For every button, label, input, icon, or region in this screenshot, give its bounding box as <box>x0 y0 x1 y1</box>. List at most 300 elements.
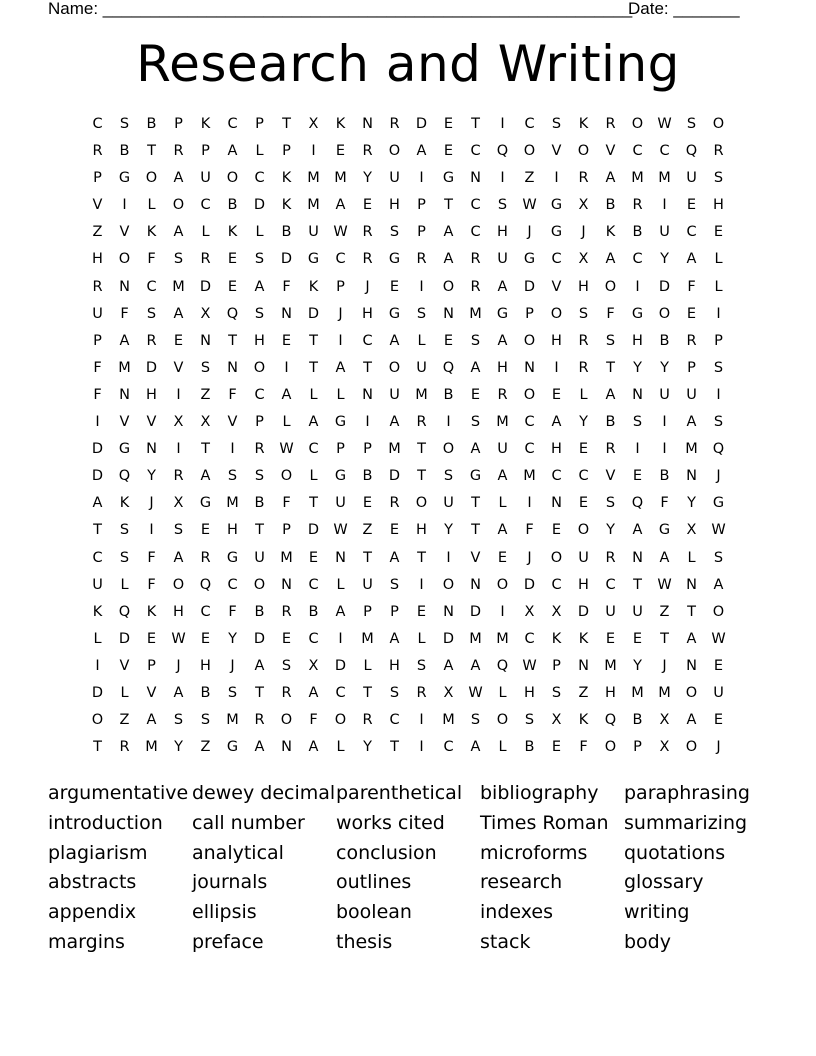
grid-letter: P <box>363 603 372 620</box>
grid-letter: Q <box>685 143 698 160</box>
grid-letter: E <box>551 739 562 756</box>
grid-letter: W <box>333 522 348 539</box>
grid-letter: H <box>578 576 589 593</box>
grid-letter: T <box>363 359 372 376</box>
grid-letter: G <box>658 522 671 539</box>
grid-letter: K <box>281 197 292 214</box>
grid-letter: K <box>119 495 130 512</box>
grid-letter: E <box>362 197 373 214</box>
grid-letter: L <box>282 414 291 431</box>
word-bank-item: paraphrasing <box>624 782 750 804</box>
word-bank-item: indexes <box>480 901 553 924</box>
grid-letter: V <box>173 359 184 376</box>
grid-letter: R <box>254 441 265 458</box>
grid-letter: K <box>578 712 589 729</box>
grid-letter: I <box>338 332 343 349</box>
grid-letter: M <box>496 414 509 431</box>
grid-letter: T <box>390 739 399 756</box>
grid-letter: H <box>92 251 103 268</box>
grid-letter: N <box>551 495 562 512</box>
grid-letter: M <box>442 712 455 729</box>
grid-letter: C <box>227 116 238 132</box>
grid-letter: Z <box>362 522 373 539</box>
grid-letter: D <box>658 278 671 295</box>
grid-letter: N <box>686 657 697 674</box>
grid-letter: W <box>522 657 537 674</box>
grid-letter: E <box>362 495 373 512</box>
grid-letter: M <box>523 468 536 485</box>
word-bank-item: abstracts <box>48 871 137 894</box>
grid-letter: I <box>716 386 721 403</box>
grid-row <box>84 274 732 301</box>
grid-letter: Y <box>147 468 156 485</box>
grid-letter: R <box>470 251 481 268</box>
grid-letter: C <box>470 224 481 241</box>
grid-letter: S <box>578 305 589 322</box>
grid-letter: M <box>685 441 698 458</box>
grid-letter: C <box>308 576 319 593</box>
grid-letter: A <box>92 495 103 512</box>
grid-letter: B <box>308 603 319 620</box>
grid-letter: B <box>605 197 616 214</box>
grid-letter: A <box>173 305 184 322</box>
grid-letter: X <box>578 197 589 214</box>
grid-letter: U <box>92 576 103 593</box>
grid-letter: R <box>578 170 589 187</box>
grid-letter: I <box>500 170 505 187</box>
grid-letter: T <box>660 630 669 647</box>
grid-letter: S <box>632 414 643 431</box>
grid-letter: V <box>92 197 103 214</box>
grid-letter: T <box>309 495 318 512</box>
grid-row <box>84 138 732 165</box>
grid-letter: V <box>119 224 130 241</box>
grid-letter: A <box>470 739 481 756</box>
grid-letter: E <box>281 630 292 647</box>
grid-letter: Q <box>442 359 455 376</box>
word-bank-item: Times Roman <box>480 811 609 834</box>
grid-letter: L <box>336 386 345 403</box>
grid-letter: A <box>605 170 616 187</box>
grid-letter: W <box>522 197 537 214</box>
grid-letter: D <box>334 657 347 674</box>
grid-letter: M <box>145 739 158 756</box>
grid-letter: O <box>496 712 509 729</box>
grid-letter: S <box>551 116 562 132</box>
grid-letter: Y <box>579 414 588 431</box>
grid-letter: M <box>631 684 644 701</box>
grid-letter: T <box>309 332 318 349</box>
grid-letter: S <box>200 712 211 729</box>
grid-letter: B <box>659 468 670 485</box>
grid-letter: Q <box>226 305 239 322</box>
grid-letter: G <box>550 197 563 214</box>
grid-letter: I <box>95 657 100 674</box>
grid-letter: O <box>631 116 644 132</box>
grid-letter: E <box>632 468 643 485</box>
grid-letter: P <box>93 170 102 187</box>
grid-letter: R <box>173 468 184 485</box>
grid-letter: T <box>417 441 426 458</box>
grid-letter: B <box>605 414 616 431</box>
grid-letter: D <box>307 305 320 322</box>
grid-letter: W <box>333 224 348 241</box>
grid-letter: X <box>659 739 670 756</box>
grid-letter: S <box>686 116 697 132</box>
grid-letter: N <box>686 468 697 485</box>
grid-letter: C <box>146 278 157 295</box>
grid-letter: B <box>524 739 535 756</box>
grid-letter: X <box>686 522 697 539</box>
grid-letter: L <box>201 224 210 241</box>
word-bank-column <box>480 779 624 958</box>
grid-letter: A <box>389 414 400 431</box>
grid-letter: O <box>415 495 428 512</box>
grid-letter: T <box>255 522 264 539</box>
grid-letter: I <box>122 197 127 214</box>
grid-letter: Y <box>633 657 642 674</box>
grid-letter: V <box>551 278 562 295</box>
grid-letter: D <box>91 441 104 458</box>
grid-letter: T <box>93 522 102 539</box>
grid-letter: E <box>470 386 481 403</box>
grid-letter: R <box>632 197 643 214</box>
word-bank-item: quotations <box>624 841 726 864</box>
grid-letter: F <box>525 522 534 539</box>
grid-letter: A <box>200 468 211 485</box>
grid-letter: K <box>227 224 238 241</box>
grid-letter: O <box>280 712 293 729</box>
grid-row <box>84 355 732 382</box>
grid-letter: L <box>579 386 588 403</box>
grid-letter: W <box>657 116 672 132</box>
grid-letter: X <box>200 305 211 322</box>
grid-letter: X <box>200 414 211 431</box>
grid-letter: X <box>173 495 184 512</box>
grid-letter: Z <box>200 739 211 756</box>
grid-letter: I <box>554 359 559 376</box>
grid-letter: S <box>605 495 616 512</box>
grid-letter: K <box>308 278 319 295</box>
word-bank-item: call number <box>192 811 305 834</box>
grid-letter: B <box>254 495 265 512</box>
grid-letter: H <box>254 332 265 349</box>
grid-row <box>84 219 732 246</box>
grid-letter: U <box>605 603 616 620</box>
grid-letter: M <box>280 549 293 566</box>
grid-letter: L <box>147 197 156 214</box>
grid-letter: B <box>362 468 373 485</box>
grid-letter: C <box>632 143 643 160</box>
grid-row <box>84 301 732 328</box>
grid-letter: O <box>253 359 266 376</box>
grid-letter: R <box>173 143 184 160</box>
grid-letter: U <box>362 576 373 593</box>
page-title: Research and Writing <box>136 35 680 93</box>
grid-letter: F <box>228 386 237 403</box>
grid-letter: O <box>604 739 617 756</box>
word-bank-item: dewey decimal <box>192 782 336 804</box>
grid-letter: T <box>201 441 210 458</box>
grid-letter: S <box>146 305 157 322</box>
grid-letter: E <box>605 630 616 647</box>
word-bank-item: bibliography <box>480 782 599 804</box>
grid-letter: P <box>282 143 291 160</box>
grid-letter: M <box>361 630 374 647</box>
grid-letter: B <box>254 603 265 620</box>
grid-letter: I <box>635 278 640 295</box>
grid-letter: F <box>120 305 129 322</box>
grid-letter: M <box>307 170 320 187</box>
grid-letter: I <box>176 386 181 403</box>
grid-letter: D <box>118 630 131 647</box>
grid-letter: U <box>308 224 319 241</box>
grid-letter: Q <box>631 495 644 512</box>
grid-letter: M <box>118 359 131 376</box>
grid-row <box>84 246 732 273</box>
grid-letter: R <box>281 684 292 701</box>
grid-letter: P <box>552 657 561 674</box>
grid-letter: E <box>146 630 157 647</box>
grid-letter: O <box>712 603 725 620</box>
grid-letter: C <box>524 630 535 647</box>
grid-letter: B <box>200 684 211 701</box>
grid-letter: V <box>119 414 130 431</box>
grid-letter: U <box>713 684 724 701</box>
grid-letter: O <box>388 143 401 160</box>
grid-letter: T <box>363 549 372 566</box>
grid-letter: M <box>469 630 482 647</box>
grid-letter: I <box>662 414 667 431</box>
grid-letter: U <box>416 359 427 376</box>
grid-letter: E <box>497 549 508 566</box>
grid-letter: U <box>632 603 643 620</box>
grid-letter: L <box>417 630 426 647</box>
grid-letter: B <box>659 332 670 349</box>
grid-letter: E <box>173 332 184 349</box>
grid-letter: R <box>686 332 697 349</box>
grid-letter: P <box>390 603 399 620</box>
grid-letter: D <box>523 278 536 295</box>
grid-letter: I <box>338 630 343 647</box>
grid-letter: G <box>712 495 725 512</box>
grid-letter: P <box>201 143 210 160</box>
grid-letter: P <box>93 332 102 349</box>
grid-letter: H <box>389 657 400 674</box>
grid-letter: U <box>578 549 589 566</box>
grid-letter: H <box>146 386 157 403</box>
grid-letter: B <box>227 197 238 214</box>
grid-letter: D <box>577 603 590 620</box>
grid-letter: S <box>254 468 265 485</box>
grid-letter: D <box>523 576 536 593</box>
grid-letter: T <box>363 684 372 701</box>
grid-letter: A <box>173 170 184 187</box>
grid-letter: I <box>365 414 370 431</box>
grid-letter: H <box>173 603 184 620</box>
grid-letter: J <box>581 224 586 241</box>
word-bank-item: research <box>480 871 563 894</box>
grid-letter: E <box>686 305 697 322</box>
grid-letter: V <box>146 414 157 431</box>
grid-letter: C <box>254 170 265 187</box>
grid-letter: A <box>632 522 643 539</box>
grid-letter: I <box>230 441 235 458</box>
grid-letter: Q <box>712 441 725 458</box>
grid-letter: W <box>279 441 294 458</box>
grid-letter: A <box>686 414 697 431</box>
grid-letter: F <box>660 495 669 512</box>
grid-letter: M <box>172 278 185 295</box>
grid-letter: Z <box>200 386 211 403</box>
grid-letter: S <box>470 332 481 349</box>
grid-letter: N <box>686 576 697 593</box>
grid-letter: E <box>308 549 319 566</box>
grid-letter: A <box>173 684 184 701</box>
grid-letter: A <box>389 332 400 349</box>
grid-letter: F <box>606 305 615 322</box>
word-bank-item: conclusion <box>336 841 437 864</box>
grid-letter: P <box>417 224 426 241</box>
grid-letter: J <box>527 224 532 241</box>
grid-letter: A <box>497 332 508 349</box>
grid-letter: R <box>92 143 103 160</box>
word-bank-column <box>624 779 768 958</box>
grid-letter: M <box>604 657 617 674</box>
grid-letter: V <box>146 684 157 701</box>
grid-letter: U <box>389 170 400 187</box>
grid-letter: U <box>200 170 211 187</box>
grid-letter: K <box>92 603 103 620</box>
grid-letter: Y <box>660 251 669 268</box>
grid-letter: H <box>551 332 562 349</box>
grid-letter: L <box>363 657 372 674</box>
grid-letter: N <box>443 305 454 322</box>
grid-letter: O <box>577 522 590 539</box>
grid-letter: N <box>632 386 643 403</box>
grid-letter: H <box>416 522 427 539</box>
grid-letter: X <box>578 251 589 268</box>
grid-letter: B <box>443 386 454 403</box>
grid-letter: K <box>200 116 211 132</box>
grid-row <box>84 192 732 219</box>
grid-letter: D <box>91 468 104 485</box>
grid-letter: B <box>632 712 643 729</box>
grid-row <box>84 599 732 626</box>
grid-letter: E <box>227 251 238 268</box>
grid-letter: U <box>92 305 103 322</box>
grid-letter: C <box>551 468 562 485</box>
grid-letter: G <box>226 549 239 566</box>
grid-letter: X <box>524 603 535 620</box>
grid-letter: R <box>92 278 103 295</box>
grid-letter: S <box>713 549 724 566</box>
grid-letter: O <box>442 278 455 295</box>
grid-letter: A <box>605 251 616 268</box>
grid-letter: U <box>443 495 454 512</box>
grid-letter: M <box>226 495 239 512</box>
grid-letter: Z <box>92 224 103 241</box>
grid-letter: N <box>119 278 130 295</box>
grid-letter: D <box>145 359 158 376</box>
grid-letter: I <box>419 739 424 756</box>
grid-letter: W <box>657 576 672 593</box>
word-bank-item: journals <box>192 871 268 894</box>
grid-letter: G <box>307 251 320 268</box>
grid-letter: G <box>442 170 455 187</box>
grid-letter: R <box>254 712 265 729</box>
grid-letter: P <box>336 278 345 295</box>
grid-letter: A <box>281 386 292 403</box>
grid-letter: O <box>226 170 239 187</box>
grid-letter: H <box>605 684 616 701</box>
grid-letter: T <box>417 549 426 566</box>
grid-letter: L <box>498 684 507 701</box>
grid-letter: C <box>362 332 373 349</box>
grid-letter: G <box>523 251 536 268</box>
grid-letter: S <box>524 712 535 729</box>
grid-letter: S <box>470 712 481 729</box>
grid-letter: I <box>419 712 424 729</box>
grid-letter: S <box>173 522 184 539</box>
word-bank-column <box>192 779 336 958</box>
grid-letter: F <box>282 278 291 295</box>
grid-letter: W <box>711 522 726 539</box>
grid-letter: R <box>470 278 481 295</box>
grid-letter: Q <box>604 712 617 729</box>
grid-letter: A <box>173 549 184 566</box>
grid-letter: I <box>500 603 505 620</box>
grid-letter: M <box>631 170 644 187</box>
grid-letter: D <box>199 278 212 295</box>
grid-letter: E <box>443 116 454 132</box>
grid-letter: G <box>631 305 644 322</box>
grid-letter: N <box>470 576 481 593</box>
grid-letter: S <box>389 684 400 701</box>
grid-letter: S <box>713 170 724 187</box>
grid-letter: R <box>200 251 211 268</box>
grid-letter: I <box>554 170 559 187</box>
grid-letter: O <box>334 712 347 729</box>
grid-letter: S <box>443 468 454 485</box>
grid-row <box>84 328 732 355</box>
grid-row <box>84 111 732 138</box>
grid-letter: E <box>713 657 724 674</box>
grid-letter: M <box>307 197 320 214</box>
grid-letter: O <box>685 739 698 756</box>
grid-letter: U <box>686 170 697 187</box>
grid-letter: U <box>659 386 670 403</box>
grid-letter: R <box>389 116 400 132</box>
grid-letter: O <box>550 305 563 322</box>
grid-letter: D <box>442 630 455 647</box>
grid-letter: C <box>92 116 103 132</box>
word-bank-item: introduction <box>48 811 163 834</box>
grid-letter: A <box>605 386 616 403</box>
grid-letter: C <box>551 576 562 593</box>
grid-letter: A <box>308 414 319 431</box>
grid-letter: R <box>497 386 508 403</box>
grid-letter: T <box>687 603 696 620</box>
grid-letter: Y <box>228 630 237 647</box>
grid-letter: C <box>578 468 589 485</box>
grid-letter: O <box>172 197 185 214</box>
grid-letter: H <box>713 197 724 214</box>
grid-letter: L <box>336 739 345 756</box>
grid-letter: G <box>469 468 482 485</box>
grid-letter: E <box>551 386 562 403</box>
grid-letter: A <box>416 143 427 160</box>
